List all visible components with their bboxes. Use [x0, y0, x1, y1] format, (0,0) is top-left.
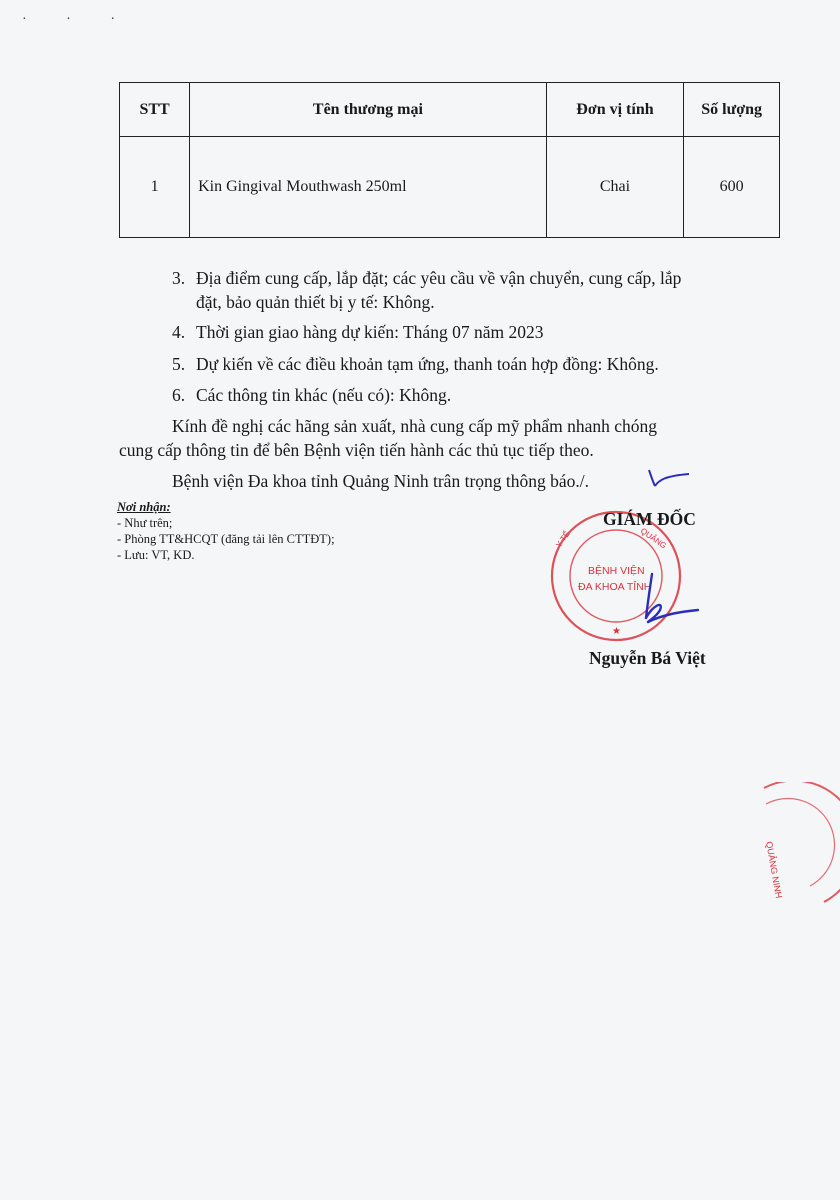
item-text-continued: đặt, bảo quản thiết bị y tế: Không.: [196, 292, 435, 312]
list-item: [172, 266, 762, 314]
item-text: Dự kiến về các điều khoản tạm ứng, thanh toán hợp đồng: Không.: [196, 354, 659, 374]
column-header-unit: Đơn vị tính: [546, 83, 684, 137]
request-line-2: cung cấp thông tin để bên Bệnh viện tiến hành các thủ tục tiếp theo.: [119, 440, 594, 460]
recipients-heading: Nơi nhận:: [117, 500, 171, 514]
item-text: Các thông tin khác (nếu có): Không.: [196, 385, 452, 405]
recipient-line: - Phòng TT&HCQT (đăng tải lên CTTĐT);: [117, 532, 335, 546]
cell-unit: Chai: [546, 137, 684, 238]
column-header-trade-name: Tên thương mại: [190, 83, 547, 137]
seal-inner-text-2: ĐA KHOA TỈNH: [578, 581, 652, 593]
item-number: 4.: [172, 322, 186, 342]
recipients-block: [117, 499, 335, 563]
scan-specks: · · ·: [22, 12, 133, 27]
recipient-line: - Như trên;: [117, 516, 173, 530]
svg-text:★: ★: [612, 626, 621, 637]
cell-quantity: 600: [684, 137, 780, 238]
signatory-name: Nguyễn Bá Việt: [589, 648, 706, 668]
product-table: [119, 82, 780, 238]
list-item: [172, 383, 762, 407]
seal-ring-text-left: Y TẾ: [554, 529, 572, 550]
recipient-line: - Lưu: VT, KD.: [117, 548, 195, 562]
request-line-1: Kính đề nghị các hãng sản xuất, nhà cung cấp mỹ phẩm nhanh chóng: [172, 416, 658, 436]
table-header-row: [120, 83, 780, 137]
list-item: [172, 352, 762, 376]
item-number: 6.: [172, 385, 186, 405]
cell-trade-name: Kin Gingival Mouthwash 250ml: [190, 137, 547, 238]
item-text: Thời gian giao hàng dự kiến: Tháng 07 năm 2023: [196, 322, 544, 342]
partial-seal-text: QUẢNG NINH: [764, 840, 784, 899]
cell-stt: 1: [120, 137, 190, 238]
closing-sentence: Bệnh viện Đa khoa tỉnh Quảng Ninh trân trọng thông báo./.: [172, 471, 590, 491]
item-text: Địa điểm cung cấp, lắp đặt; các yêu cầu về vận chuyển, cung cấp, lắp: [196, 268, 682, 288]
column-header-stt: STT: [120, 83, 190, 137]
item-number: 5.: [172, 354, 186, 374]
initial-mark-icon: [645, 466, 691, 490]
signatory-title: GIÁM ĐỐC: [603, 509, 696, 529]
table-row: [120, 137, 780, 238]
column-header-quantity: Số lượng: [684, 83, 780, 137]
signature-scribble: [630, 570, 700, 628]
list-item: [172, 320, 762, 344]
item-number: 3.: [172, 268, 186, 288]
partial-seal-margin: [744, 782, 840, 910]
seal-ring-text: QUẢNG: [638, 526, 669, 551]
seal-inner-text-1: BỆNH VIỆN: [588, 565, 645, 577]
